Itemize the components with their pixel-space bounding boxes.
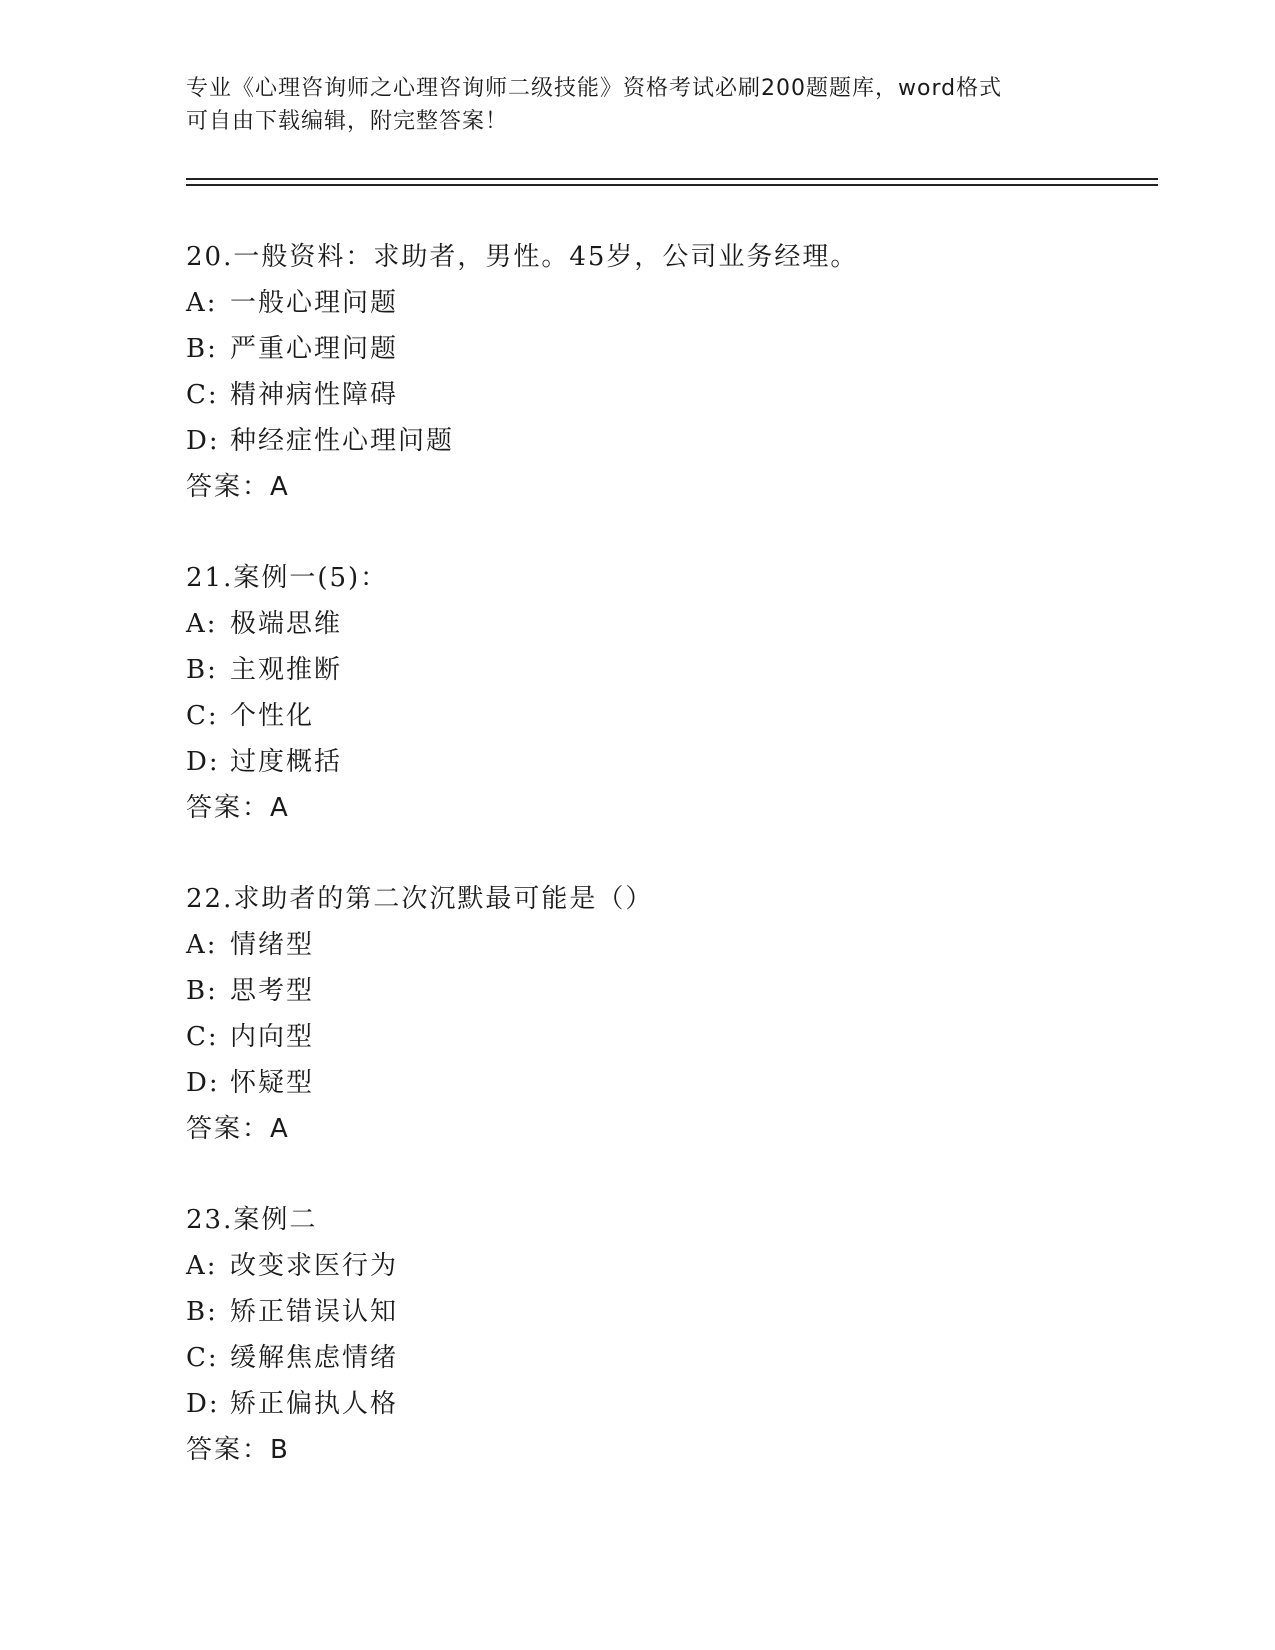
question-title: 21.案例一(5)： xyxy=(186,563,389,593)
option-letter: C: xyxy=(186,701,219,731)
option-b xyxy=(186,1289,1146,1335)
header-divider-bottom xyxy=(186,184,1158,186)
option-d xyxy=(186,739,1146,785)
option-c xyxy=(186,693,1146,739)
question-title: 23.案例二 xyxy=(186,1205,318,1235)
option-text: 情绪型 xyxy=(230,930,315,960)
question-block xyxy=(186,234,1146,510)
option-a xyxy=(186,1243,1146,1289)
option-text: 过度概括 xyxy=(230,747,343,777)
option-letter: C: xyxy=(186,380,219,410)
option-text: 极端思维 xyxy=(230,609,343,639)
option-text: 主观推断 xyxy=(230,655,343,685)
option-letter: C: xyxy=(186,1343,219,1373)
option-letter: B: xyxy=(186,334,218,364)
option-letter: C: xyxy=(186,1022,219,1052)
option-a xyxy=(186,280,1146,326)
option-c xyxy=(186,1335,1146,1381)
option-d xyxy=(186,1060,1146,1106)
option-d xyxy=(186,1381,1146,1427)
document-header xyxy=(186,72,1086,138)
option-text: 严重心理问题 xyxy=(230,334,399,364)
option-letter: D: xyxy=(186,426,220,456)
option-text: 矫正偏执人格 xyxy=(230,1389,399,1419)
option-b xyxy=(186,968,1146,1014)
question-title: 22.求助者的第二次沉默最可能是（） xyxy=(186,884,654,914)
header-line-1: 专业《心理咨询师之心理咨询师二级技能》资格考试必刷200题题库，word格式 xyxy=(186,76,1003,101)
answer-line: 答案：A xyxy=(186,472,290,502)
option-text: 种经症性心理问题 xyxy=(230,426,455,456)
option-b xyxy=(186,326,1146,372)
option-text: 一般心理问题 xyxy=(230,288,399,318)
option-text: 内向型 xyxy=(230,1022,315,1052)
option-letter: B: xyxy=(186,1297,218,1327)
answer-line: 答案：A xyxy=(186,1114,290,1144)
question-block xyxy=(186,1197,1146,1473)
header-line-2: 可自由下载编辑，附完整答案！ xyxy=(186,109,509,134)
option-b xyxy=(186,647,1146,693)
option-letter: B: xyxy=(186,655,218,685)
option-letter: D: xyxy=(186,1068,220,1098)
option-text: 思考型 xyxy=(230,976,315,1006)
option-text: 改变求医行为 xyxy=(230,1251,399,1281)
option-letter: A: xyxy=(186,288,218,318)
option-c xyxy=(186,372,1146,418)
option-letter: A: xyxy=(186,1251,218,1281)
option-letter: A: xyxy=(186,609,218,639)
option-text: 缓解焦虑情绪 xyxy=(230,1343,399,1373)
option-letter: D: xyxy=(186,747,220,777)
option-letter: A: xyxy=(186,930,218,960)
answer-line: 答案：A xyxy=(186,793,290,823)
header-divider-top xyxy=(186,178,1158,180)
option-d xyxy=(186,418,1146,464)
option-a xyxy=(186,922,1146,968)
option-text: 精神病性障碍 xyxy=(230,380,399,410)
option-letter: D: xyxy=(186,1389,220,1419)
option-text: 矫正错误认知 xyxy=(230,1297,399,1327)
option-text: 怀疑型 xyxy=(230,1068,315,1098)
option-letter: B: xyxy=(186,976,218,1006)
question-title: 20.一般资料：求助者，男性。45岁，公司业务经理。 xyxy=(186,242,859,272)
option-text: 个性化 xyxy=(230,701,315,731)
option-c xyxy=(186,1014,1146,1060)
option-a xyxy=(186,601,1146,647)
question-block xyxy=(186,555,1146,831)
question-block xyxy=(186,876,1146,1152)
answer-line: 答案：B xyxy=(186,1435,290,1465)
